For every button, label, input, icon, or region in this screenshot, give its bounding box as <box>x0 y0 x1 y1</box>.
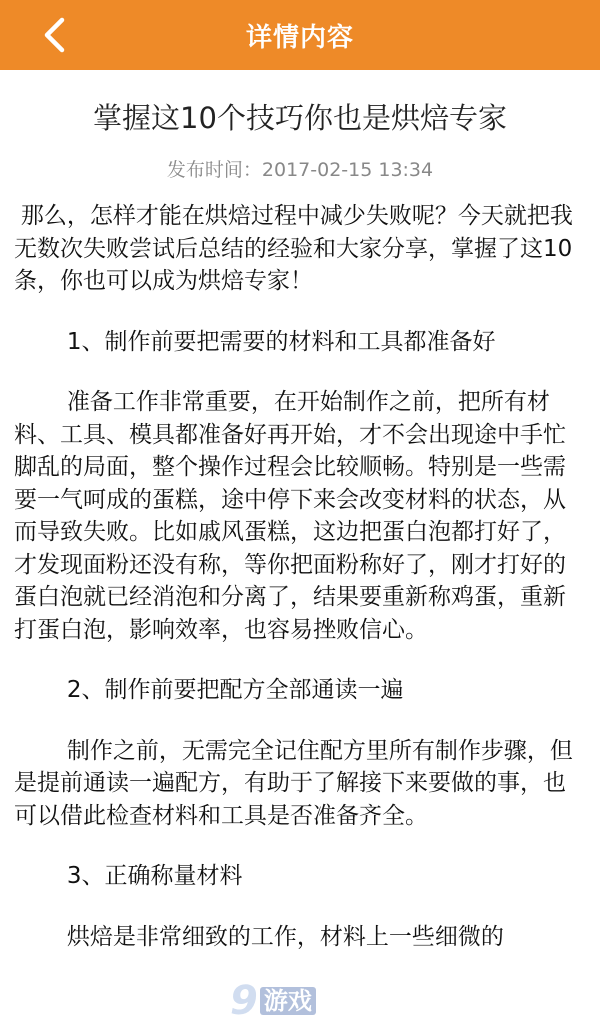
watermark-text: 游戏 <box>260 987 316 1015</box>
publish-time: 2017-02-15 13:34 <box>261 159 434 181</box>
publish-label: 发布时间： <box>166 159 262 181</box>
top-bar <box>0 0 600 70</box>
article-paragraph: 那么，怎样才能在烘焙过程中减少失败呢？今天就把我无数次失败尝试后总结的经验和大家分享，掌握了这10条，你也可以成为烘焙专家！ <box>14 203 573 294</box>
article-paragraph: 烘焙是非常细致的工作，材料上一些细微的 <box>66 923 504 950</box>
article-title: 掌握这10个技巧你也是烘焙专家 <box>93 101 507 135</box>
page-title: 详情内容 <box>245 22 354 53</box>
article-paragraph: 准备工作非常重要，在开始制作之前，把所有材料、工具、模具都准备好再开始，才不会出现途中手忙脚乱的局面，整个操作过程会比较顺畅。特别是一些需要一气呵成的蛋糕，途中停下来会改变材料的状态，从而导致失败。比如戚风蛋糕，这边把蛋白泡都打好了，才发现面粉还没有称，等你把面粉称好了，刚才打好的蛋白泡就已经消泡和分离了，结果要重新称鸡蛋，重新打蛋白泡，影响效率，也容易挫败信心。 <box>14 389 566 643</box>
publish-info <box>0 158 600 182</box>
back-button[interactable] <box>30 12 78 58</box>
section-heading: 3、正确称量材料 <box>66 863 243 889</box>
article-content <box>0 70 600 981</box>
article-body <box>0 200 600 953</box>
chevron-left-icon <box>40 17 68 53</box>
watermark-mark: 9 <box>230 978 258 1021</box>
article-paragraph: 制作之前，无需完全记住配方里所有制作步骤，但是提前通读一遍配方，有助于了解接下来要做的事，也可以借此检查材料和工具是否准备齐全。 <box>14 737 573 829</box>
section-heading: 2、制作前要把配方全部通读一遍 <box>66 677 404 703</box>
section-heading: 1、制作前要把需要的材料和工具都准备好 <box>66 328 496 355</box>
watermark-logo <box>230 975 380 1021</box>
